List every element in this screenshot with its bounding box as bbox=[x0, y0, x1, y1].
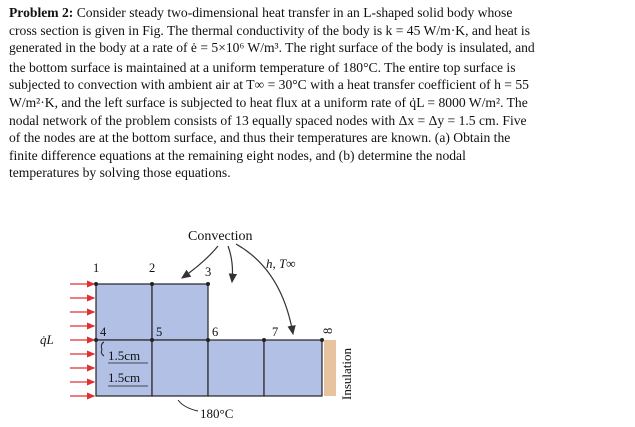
convection-arrow bbox=[228, 246, 233, 282]
node-label: 1 bbox=[93, 261, 100, 275]
problem-line-10: temperatures by solving those equations. bbox=[9, 165, 231, 181]
problem-line-3: generated in the body at a rate of ė = 5×10⁶ W/m³. The right surface of the body is insulated, and bbox=[9, 40, 535, 56]
node-point bbox=[206, 282, 210, 286]
node-point bbox=[94, 282, 98, 286]
problem-line-7: nodal network of the problem consists of 13 equally spaced nodes with Δx = Δy = 1.5 cm. Five bbox=[9, 112, 527, 128]
node-point bbox=[94, 338, 98, 342]
node-point bbox=[206, 338, 210, 342]
cell bbox=[264, 340, 322, 396]
bottom-temp-label: 180°C bbox=[200, 406, 234, 421]
heat-flux-arrows bbox=[70, 284, 94, 396]
node-label: 2 bbox=[149, 261, 156, 275]
convection-arrow bbox=[182, 246, 218, 278]
node-label: 3 bbox=[205, 265, 212, 279]
node-label: 7 bbox=[272, 325, 279, 339]
node-label: 8 bbox=[321, 327, 335, 334]
node-point bbox=[262, 338, 266, 342]
bottom-temp-brace bbox=[178, 400, 198, 411]
cell bbox=[208, 340, 264, 396]
node-label: 6 bbox=[212, 325, 219, 339]
insulation-strip bbox=[324, 340, 336, 396]
problem-line-8: of the nodes are at the bottom surface, and thus their temperatures are known. (a) Obtain the bbox=[9, 130, 511, 146]
node-point bbox=[150, 338, 154, 342]
problem-line-2: cross section is given in Fig. The thermal conductivity of the body is k = 45 W/m·K, and heat is bbox=[9, 22, 531, 38]
spacing-y-label: 1.5cm bbox=[108, 370, 141, 385]
node-point bbox=[320, 338, 324, 342]
heat-flux-label: q̇L bbox=[40, 332, 54, 347]
ambient-label: h, T∞ bbox=[266, 256, 296, 271]
problem-line-9: finite difference equations at the remaining eight nodes, and (b) determine the nodal bbox=[9, 147, 466, 163]
problem-line-4: the bottom surface is maintained at a uniform temperature of 180°C. The entire top surface is bbox=[9, 59, 516, 75]
node-label: 5 bbox=[156, 325, 163, 339]
convection-label: Convection bbox=[188, 229, 253, 244]
spacing-x-label: 1.5cm bbox=[108, 348, 141, 363]
problem-statement bbox=[9, 4, 626, 182]
node-point bbox=[150, 282, 154, 286]
l-shaped-body-figure bbox=[0, 220, 635, 427]
problem-line-5: subjected to convection with ambient air at T∞ = 30°C with a heat transfer coefficient of h = 55 bbox=[9, 77, 529, 93]
problem-line-1 bbox=[9, 4, 626, 22]
problem-heading: Problem 2: bbox=[9, 5, 74, 20]
problem-line-text: Consider steady two-dimensional heat transfer in an L-shaped solid body whose bbox=[73, 5, 513, 20]
problem-line-6: W/m²·K, and the left surface is subjected to heat flux at a uniform rate of q̇L = 8000 W/m². The bbox=[9, 94, 528, 110]
cell bbox=[152, 340, 208, 396]
node-label: 4 bbox=[100, 325, 107, 339]
insulation-label: Insulation bbox=[339, 348, 354, 400]
